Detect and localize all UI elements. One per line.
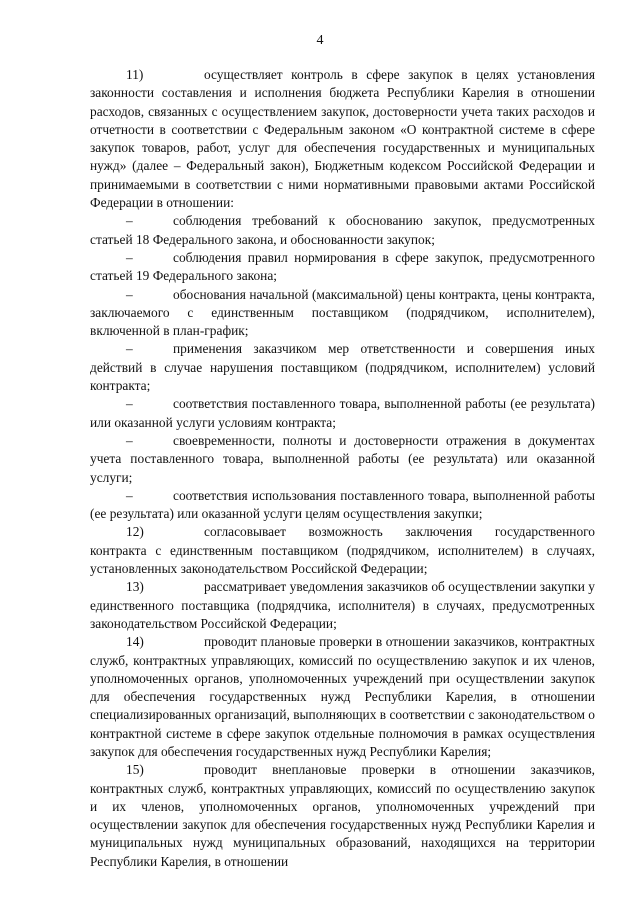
dash-marker: – xyxy=(126,341,133,357)
list-item xyxy=(90,340,595,395)
list-item xyxy=(90,578,595,633)
item-text: проводит внеплановые проверки в отношении заказчиков, контрактных служб, контрактных управляющих, комиссий по осуществлению закупок и их членов, уполномоченных органов, уполномоченных учреждений при осуществлении закупок для обеспечения государственных нужд Республики Карелия и муниципальных нужд муниципальных образований, находящихся на территории Республики Карелия, в отношении xyxy=(90,762,595,869)
page-number: 4 xyxy=(316,33,324,48)
item-text: соблюдения требований к обоснованию закупок, предусмотренных статьей 18 Федерального закона, и обоснованности закупок; xyxy=(90,213,595,247)
item-number: 13) xyxy=(126,579,144,595)
dash-marker: – xyxy=(126,396,133,412)
list-item xyxy=(90,249,595,286)
item-text: соблюдения правил нормирования в сфере закупок, предусмотренного статьей 19 Федерального закона; xyxy=(90,249,595,284)
item-text: обоснования начальной (максимальной) цены контракта, цены контракта, заключаемого с единственным поставщиком (подрядчиком, исполнителем), включенной в план-график; xyxy=(90,286,595,339)
list-item xyxy=(90,395,595,432)
list-item xyxy=(90,286,595,341)
item-number: 15) xyxy=(126,762,144,778)
list-item xyxy=(90,432,595,487)
list-item xyxy=(90,523,595,578)
dash-marker: – xyxy=(126,213,133,229)
dash-marker: – xyxy=(126,432,133,448)
item-text: применения заказчиком мер ответственности и совершения иных действий в случае нарушения поставщиком (подрядчиком, исполнителем) условий контракта; xyxy=(90,341,595,394)
list-item xyxy=(90,761,595,871)
item-text: соответствия поставленного товара, выполненной работы (ее результата) или оказанной услуги условиям контракта; xyxy=(90,396,595,430)
list-item xyxy=(90,633,595,761)
item-number: 11) xyxy=(126,67,144,82)
item-text: осуществляет контроль в сфере закупок в целях установления законности составления и исполнения бюджета Республики Карелия в отношении расходов, связанных с осуществлением закупок, достоверности учета таких расходов и отчетности в соответствии с Федеральным законом «О контрактной системе в сфере закупок товаров, работ, услуг для обеспечения государственных и муниципальных нужд» (далее – Федеральный закон), Бюджетным кодексом Российской Федерации и принимаемыми в соответствии с ними нормативными правовыми актами Российской Федерации в отношении: xyxy=(90,67,595,211)
item-text: проводит плановые проверки в отношении заказчиков, контрактных служб, контрактных управляющих, комиссий по осуществлению закупок и их членов, уполномоченных органов, уполномоченных учреждений при осуществлении закупок для обеспечения государственных нужд Республики Карелия, в отношении специализированных организаций, выполняющих в соответствии с законодательством о контрактной системе в сфере закупок отдельные полномочия в рамках осуществления закупок для обеспечения государственных нужд Республики Карелия; xyxy=(90,634,595,759)
list-item xyxy=(90,66,595,212)
dash-marker: – xyxy=(126,249,133,265)
item-text: своевременности, полноты и достоверности отражения в документах учета поставленного товара, выполненной работы (ее результата) или оказанной услуги; xyxy=(90,432,595,485)
list-item xyxy=(90,487,595,524)
item-number: 14) xyxy=(126,634,144,650)
dash-marker: – xyxy=(126,286,133,302)
item-text: соответствия использования поставленного товара, выполненной работы (ее результата) или оказанной услуги целям осуществления закупки; xyxy=(90,487,595,522)
document-body xyxy=(90,66,595,871)
item-text: рассматривает уведомления заказчиков об осуществлении закупки у единственного поставщика (подрядчика, исполнителя) в случаях, предусмотренных законодательством Российской Федерации; xyxy=(90,579,595,631)
item-number: 12) xyxy=(126,524,144,540)
list-item xyxy=(90,212,595,249)
dash-marker: – xyxy=(126,487,133,503)
item-text: согласовывает возможность заключения государственного контракта с единственным поставщиком (подрядчиком, исполнителем) в случаях, установленных законодательством Российской Федерации; xyxy=(90,524,595,577)
